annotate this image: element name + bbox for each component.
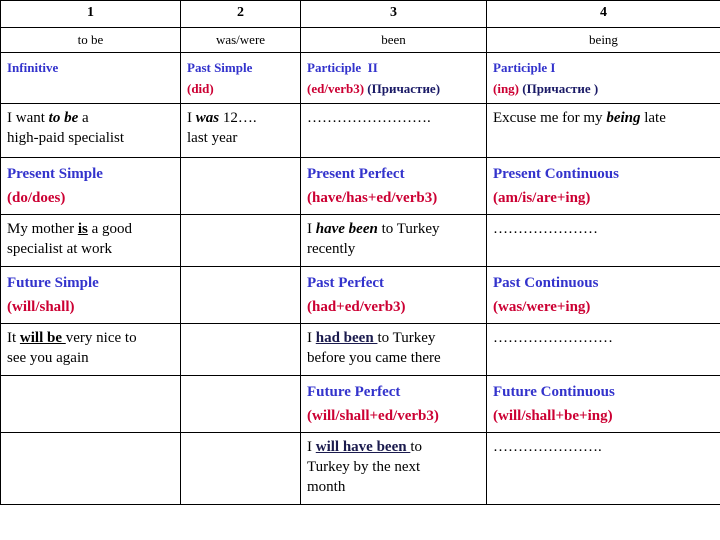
participle-2-cell <box>301 53 487 104</box>
example-1-col-1 <box>1 104 181 158</box>
tense-formula: (had+ed/verb3) <box>307 299 406 315</box>
past-perfect-cell <box>301 267 487 324</box>
tense-name: Present Continuous <box>493 166 619 182</box>
present-perfect-cell <box>301 158 487 215</box>
example-text: I <box>307 330 316 346</box>
past-simple-label: Past Simple <box>187 60 253 75</box>
example-text: to Turkey <box>377 330 436 346</box>
form-to-be: to be <box>1 28 181 53</box>
empty-cell <box>181 267 301 324</box>
past-continuous-cell <box>487 267 720 324</box>
tense-name: Future Continuous <box>493 384 615 400</box>
example-text: It <box>7 330 20 346</box>
example-4-col-3 <box>301 433 487 505</box>
example-text: 12…. <box>219 110 257 126</box>
example-highlight: have been <box>315 221 378 237</box>
example-text: see you again <box>7 350 89 366</box>
example-2-col-1 <box>1 215 181 267</box>
example-2-col-4 <box>487 215 720 267</box>
example-text: a good <box>87 221 133 237</box>
form-being: being <box>487 28 720 53</box>
column-number-2: 2 <box>181 1 301 28</box>
example-highlight: had been <box>315 330 378 346</box>
tense-formula: (was/were+ing) <box>493 299 591 315</box>
empty-cell <box>181 376 301 433</box>
example-text: My mother <box>7 221 78 237</box>
tense-name: Future Perfect <box>307 384 401 400</box>
tense-row-3 <box>1 376 720 433</box>
example-text: to Turkey <box>377 221 440 237</box>
example-text: a <box>78 110 89 126</box>
example-text: month <box>307 479 346 495</box>
participle-1-cell <box>487 53 720 104</box>
example-text: high-paid specialist <box>7 130 125 146</box>
tense-formula: (have/has+ed/verb3) <box>307 190 438 206</box>
blank-placeholder: …………………… <box>493 330 613 346</box>
example-3-col-1 <box>1 324 181 376</box>
form-been: been <box>301 28 487 53</box>
tense-name: Past Perfect <box>307 275 385 291</box>
tense-name: Future Simple <box>7 275 99 291</box>
example-row-4 <box>1 433 720 505</box>
infinitive-label: Infinitive <box>7 60 59 75</box>
form-was-were: was/were <box>181 28 301 53</box>
tense-name: Present Perfect <box>307 166 405 182</box>
example-text: I <box>307 221 316 237</box>
tense-formula: (do/does) <box>7 190 66 206</box>
blank-placeholder: ………………… <box>493 221 598 237</box>
infinitive-cell <box>1 53 181 104</box>
empty-cell <box>181 433 301 505</box>
present-simple-cell <box>1 158 181 215</box>
example-row-2 <box>1 215 720 267</box>
example-highlight: being <box>606 110 641 126</box>
past-simple-hint: (did) <box>187 81 214 96</box>
example-3-col-4 <box>487 324 720 376</box>
participle-2-hint: (ed/verb3) <box>307 81 365 96</box>
participle-2-translation: (Причастие) <box>367 81 441 96</box>
example-4-col-4 <box>487 433 720 505</box>
example-text: Turkey by the next <box>307 459 421 475</box>
blank-placeholder: ……………………. <box>307 110 431 126</box>
example-text: before you came there <box>307 350 441 366</box>
example-1-col-4 <box>487 104 720 158</box>
example-text: specialist at work <box>7 241 112 257</box>
example-highlight: will be <box>19 330 66 346</box>
past-simple-cell <box>181 53 301 104</box>
example-1-col-2 <box>181 104 301 158</box>
verb-forms-row <box>1 28 720 53</box>
example-highlight: will have been <box>315 439 411 455</box>
tense-formula: (will/shall+be+ing) <box>493 408 613 424</box>
participle-1-hint: (ing) <box>493 81 519 96</box>
future-perfect-cell <box>301 376 487 433</box>
column-number-4: 4 <box>487 1 720 28</box>
empty-cell <box>181 324 301 376</box>
tense-name: Present Simple <box>7 166 103 182</box>
example-text: last year <box>187 130 238 146</box>
participle-2-label: Participle II <box>307 60 378 75</box>
form-names-row <box>1 53 720 104</box>
tense-name: Past Continuous <box>493 275 599 291</box>
example-text: I <box>307 439 316 455</box>
tense-formula: (will/shall) <box>7 299 75 315</box>
example-3-col-3 <box>301 324 487 376</box>
blank-placeholder: …………………. <box>493 439 602 455</box>
column-number-row <box>1 1 720 28</box>
future-simple-cell <box>1 267 181 324</box>
participle-1-label: Participle I <box>493 60 556 75</box>
example-row-3 <box>1 324 720 376</box>
example-text: Excuse me for my <box>493 110 607 126</box>
column-number-3: 3 <box>301 1 487 28</box>
example-row-1 <box>1 104 720 158</box>
example-text: I <box>187 110 196 126</box>
example-text: recently <box>307 241 356 257</box>
present-continuous-cell <box>487 158 720 215</box>
tense-formula: (will/shall+ed/verb3) <box>307 408 439 424</box>
tense-row-2 <box>1 267 720 324</box>
empty-cell <box>1 376 181 433</box>
participle-1-translation: (Причастие ) <box>522 81 599 96</box>
example-text: to <box>410 439 423 455</box>
tense-row-1 <box>1 158 720 215</box>
example-text: late <box>640 110 666 126</box>
empty-cell <box>181 215 301 267</box>
column-number-1: 1 <box>1 1 181 28</box>
example-highlight: was <box>195 110 220 126</box>
example-highlight: to be <box>48 110 79 126</box>
example-highlight: is <box>77 221 88 237</box>
empty-cell <box>181 158 301 215</box>
tense-formula: (am/is/are+ing) <box>493 190 591 206</box>
empty-cell <box>1 433 181 505</box>
example-text: I want <box>7 110 49 126</box>
example-text: very nice to <box>65 330 137 346</box>
example-1-col-3 <box>301 104 487 158</box>
future-continuous-cell <box>487 376 720 433</box>
example-2-col-3 <box>301 215 487 267</box>
